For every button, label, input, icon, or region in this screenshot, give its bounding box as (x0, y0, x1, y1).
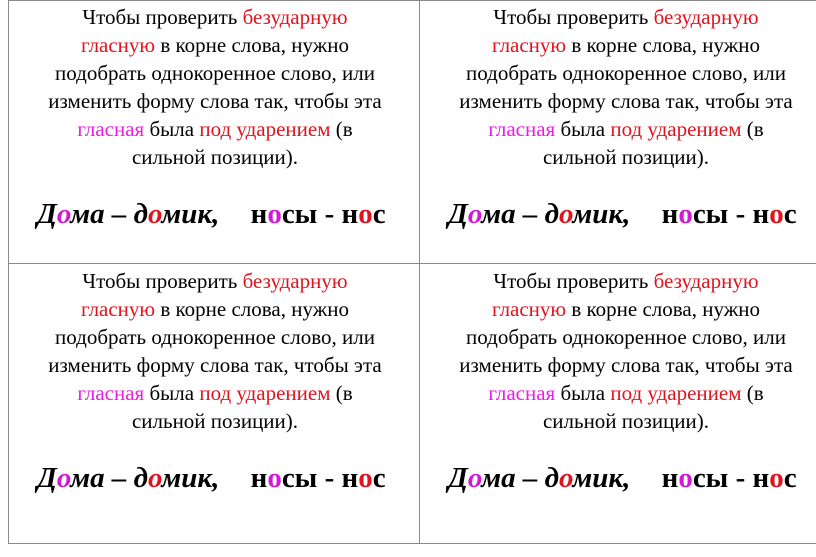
rule-card (420, 0, 816, 264)
highlight-unstressed: безударную (653, 5, 759, 29)
rule-line (9, 31, 420, 59)
rule-fragment: подобрать однокоренное слово, или (55, 325, 375, 349)
rule-card (8, 264, 420, 544)
rule-fragment: была (144, 381, 200, 405)
example-fragment: с (783, 462, 797, 494)
example-fragment: ма – д (481, 198, 559, 230)
rule-fragment: в корне слова, нужно (155, 33, 349, 57)
rule-fragment: (в (741, 117, 764, 141)
rule-line (9, 87, 420, 115)
highlight-vowel-pink: гласная (77, 381, 145, 405)
example-second (251, 198, 386, 230)
rule-line (420, 115, 816, 143)
example-fragment: мик, (572, 462, 631, 494)
highlight-vowel-pink: гласная (77, 117, 145, 141)
highlight-vowel: гласную (81, 297, 156, 321)
example-vowel: о (769, 462, 784, 494)
rule-fragment: была (144, 117, 200, 141)
example-vowel: о (267, 198, 282, 230)
example-words (448, 197, 797, 231)
example-vowel: о (147, 462, 162, 494)
rule-fragment: была (555, 117, 611, 141)
rule-card (8, 0, 420, 264)
example-fragment: сы - н (281, 462, 359, 494)
rule-text (420, 267, 816, 435)
rule-fragment: Чтобы проверить (493, 269, 654, 293)
highlight-vowel: гласную (81, 33, 156, 57)
rule-fragment: изменить форму слова так, чтобы эта (459, 89, 793, 113)
rule-fragment: Чтобы проверить (82, 5, 243, 29)
highlight-vowel: гласную (492, 297, 567, 321)
example-vowel: о (267, 462, 282, 494)
rule-line (420, 143, 816, 171)
rule-fragment: подобрать однокоренное слово, или (55, 61, 375, 85)
rule-line (9, 295, 420, 323)
example-words (37, 197, 386, 231)
rule-line (9, 115, 420, 143)
rule-fragment: Чтобы проверить (82, 269, 243, 293)
example-fragment: мик, (161, 198, 220, 230)
highlight-stressed: под ударением (199, 117, 331, 141)
example-fragment: с (783, 198, 797, 230)
highlight-unstressed: безударную (653, 269, 759, 293)
example-second (662, 198, 797, 230)
rule-fragment: в корне слова, нужно (155, 297, 349, 321)
example-fragment: н (250, 198, 268, 230)
example-vowel: о (467, 462, 482, 494)
example-vowel: о (358, 462, 373, 494)
rule-fragment: сильной позиции). (131, 145, 299, 169)
highlight-stressed: под ударением (610, 117, 742, 141)
rule-fragment: изменить форму слова так, чтобы эта (48, 89, 382, 113)
example-words (448, 461, 797, 495)
rule-line (9, 143, 420, 171)
example-vowel: о (678, 198, 693, 230)
example-vowel: о (147, 198, 162, 230)
rule-line (9, 323, 420, 351)
example-fragment: с (372, 462, 386, 494)
highlight-vowel: гласную (492, 33, 567, 57)
example-fragment: сы - н (692, 462, 770, 494)
highlight-unstressed: безударную (242, 5, 348, 29)
rule-line (420, 351, 816, 379)
rule-fragment: Чтобы проверить (493, 5, 654, 29)
rule-line (9, 59, 420, 87)
example-vowel: о (558, 462, 573, 494)
example-fragment: мик, (161, 462, 220, 494)
example-vowel: о (467, 198, 482, 230)
rule-line (420, 31, 816, 59)
example-fragment: н (661, 198, 679, 230)
rule-fragment: в корне слова, нужно (566, 33, 760, 57)
rule-line (420, 295, 816, 323)
example-fragment: н (661, 462, 679, 494)
rule-line (420, 323, 816, 351)
example-fragment: мик, (572, 198, 631, 230)
example-words (37, 461, 386, 495)
example-vowel: о (358, 198, 373, 230)
example-vowel: о (56, 462, 71, 494)
example-fragment: ма – д (481, 462, 559, 494)
rule-fragment: сильной позиции). (542, 409, 710, 433)
highlight-stressed: под ударением (199, 381, 331, 405)
rule-line (420, 267, 816, 295)
example-fragment: ма – д (70, 462, 148, 494)
example-vowel: о (558, 198, 573, 230)
rule-line (9, 379, 420, 407)
rule-fragment: подобрать однокоренное слово, или (466, 61, 786, 85)
rule-fragment: (в (741, 381, 764, 405)
example-second (662, 462, 797, 494)
example-fragment: сы - н (692, 198, 770, 230)
rule-line (420, 59, 816, 87)
rule-fragment: (в (330, 381, 353, 405)
rule-line (420, 407, 816, 435)
highlight-vowel-pink: гласная (488, 381, 556, 405)
example-vowel: о (678, 462, 693, 494)
highlight-unstressed: безударную (242, 269, 348, 293)
example-vowel: о (769, 198, 784, 230)
rule-fragment: изменить форму слова так, чтобы эта (459, 353, 793, 377)
rule-text (9, 3, 420, 171)
rule-fragment: в корне слова, нужно (566, 297, 760, 321)
rule-line (420, 87, 816, 115)
rule-text (9, 267, 420, 435)
rule-line (420, 379, 816, 407)
highlight-vowel-pink: гласная (488, 117, 556, 141)
rule-line (9, 351, 420, 379)
highlight-stressed: под ударением (610, 381, 742, 405)
example-vowel: о (56, 198, 71, 230)
example-fragment: Д (37, 198, 57, 230)
rule-line (420, 3, 816, 31)
rule-fragment: (в (330, 117, 353, 141)
rule-text (420, 3, 816, 171)
example-fragment: Д (448, 198, 468, 230)
rule-line (9, 407, 420, 435)
rule-fragment: изменить форму слова так, чтобы эта (48, 353, 382, 377)
rule-line (9, 3, 420, 31)
rule-fragment: сильной позиции). (542, 145, 710, 169)
rule-fragment: сильной позиции). (131, 409, 299, 433)
example-fragment: н (250, 462, 268, 494)
rule-fragment: была (555, 381, 611, 405)
example-second (251, 462, 386, 494)
rule-card (420, 264, 816, 544)
rule-line (9, 267, 420, 295)
example-fragment: Д (448, 462, 468, 494)
rule-fragment: подобрать однокоренное слово, или (466, 325, 786, 349)
example-fragment: с (372, 198, 386, 230)
example-fragment: Д (37, 462, 57, 494)
example-fragment: сы - н (281, 198, 359, 230)
example-fragment: ма – д (70, 198, 148, 230)
